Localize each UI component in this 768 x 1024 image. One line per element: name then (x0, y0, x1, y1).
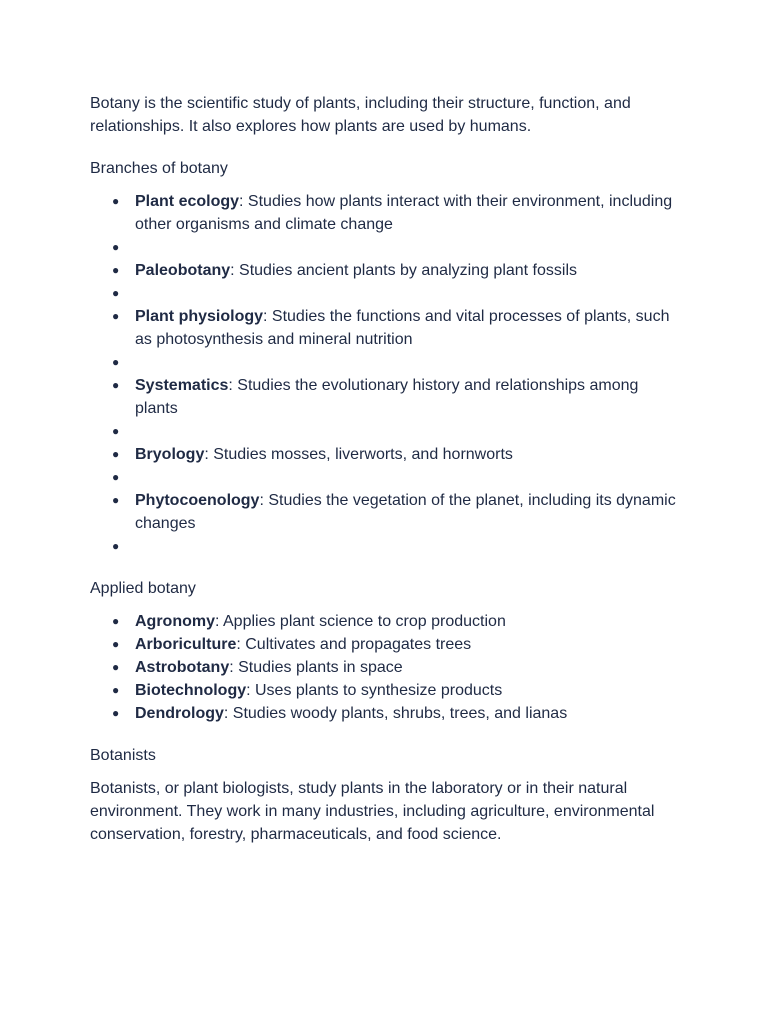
list-item-term: Plant ecology (135, 193, 240, 210)
list-item-term: Paleobotany (135, 262, 231, 279)
intro-paragraph: Botany is the scientific study of plants, including their structure, function, and relationships. It also explores how plants are used by humans. (90, 95, 631, 135)
list-item-empty (90, 351, 680, 374)
list-item-term: Biotechnology (135, 682, 247, 699)
list-item-desc: : Uses plants to synthesize products (246, 682, 503, 699)
list-item (90, 305, 680, 351)
branches-list (90, 190, 680, 558)
list-item-desc: : Studies how plants interact with their environment, including other organisms and climate change (135, 193, 673, 233)
list-item-desc: : Cultivates and propagates trees (236, 636, 472, 653)
list-item-term: Systematics (135, 377, 229, 394)
list-item-desc: : Studies the functions and vital processes of plants, such as photosynthesis and mineral nutrition (135, 308, 670, 348)
list-item-term: Arboriculture (135, 636, 237, 653)
list-item-empty (90, 535, 680, 558)
list-item (90, 190, 680, 236)
list-item-desc: : Studies the vegetation of the planet, including its dynamic changes (135, 492, 676, 532)
branches-heading: Branches of botany (90, 160, 228, 177)
list-item-desc: : Studies woody plants, shrubs, trees, and lianas (223, 705, 568, 722)
applied-list (90, 610, 680, 725)
list-item-empty (90, 236, 680, 259)
list-item-desc: : Studies plants in space (229, 659, 403, 676)
list-item-term: Astrobotany (135, 659, 230, 676)
list-item (90, 259, 680, 282)
list-item (90, 443, 680, 466)
list-item-empty (90, 420, 680, 443)
list-item-desc: : Applies plant science to crop production (215, 613, 506, 630)
list-item (90, 656, 680, 679)
document-body (90, 92, 680, 846)
list-item-term: Dendrology (135, 705, 224, 722)
list-item (90, 374, 680, 420)
list-item-desc: : Studies mosses, liverworts, and hornworts (204, 446, 513, 463)
list-item-empty (90, 282, 680, 305)
list-item-empty (90, 466, 680, 489)
list-item-desc: : Studies the evolutionary history and relationships among plants (135, 377, 639, 417)
list-item (90, 679, 680, 702)
list-item-desc: : Studies ancient plants by analyzing plant fossils (230, 262, 578, 279)
list-item (90, 702, 680, 725)
list-item-term: Bryology (135, 446, 205, 463)
botanists-heading: Botanists (90, 747, 156, 764)
list-item-term: Plant physiology (135, 308, 264, 325)
botanists-paragraph: Botanists, or plant biologists, study plants in the laboratory or in their natural environment. They work in many industries, including agriculture, environmental conservation, forestry, pharmaceuticals, and food science. (90, 780, 655, 843)
applied-heading: Applied botany (90, 580, 196, 597)
list-item (90, 489, 680, 535)
list-item (90, 633, 680, 656)
list-item-term: Agronomy (135, 613, 215, 630)
list-item (90, 610, 680, 633)
list-item-term: Phytocoenology (135, 492, 260, 509)
